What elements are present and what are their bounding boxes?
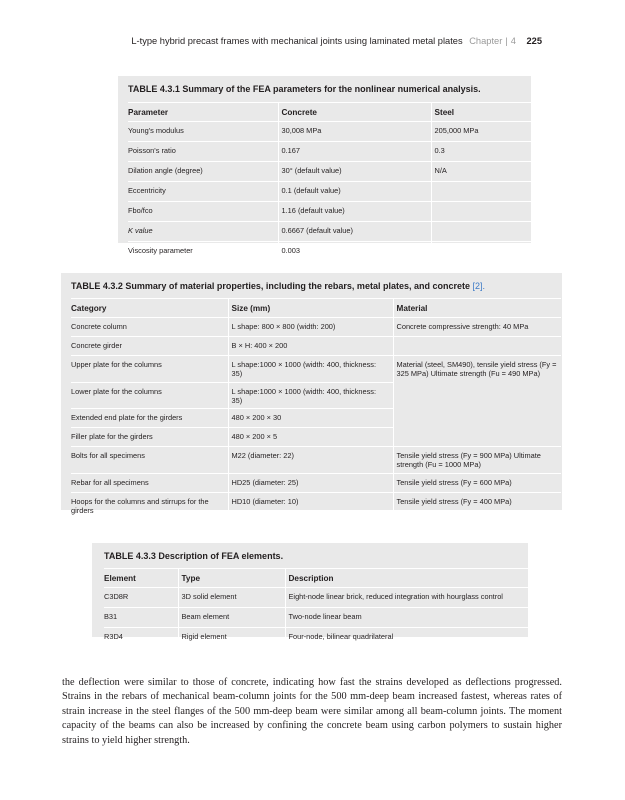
table-row (128, 122, 532, 142)
table-cell: Filler plate for the girders (71, 428, 228, 447)
table-cell: 30,008 MPa (278, 122, 431, 142)
table-cell: Beam element (178, 608, 285, 628)
table-title: Summary of the FEA parameters for the nonlinear numerical analysis. (182, 84, 481, 94)
column-header: Size (mm) (228, 299, 393, 318)
table-material-properties (61, 273, 562, 515)
table-cell: 480 × 200 × 30 (228, 409, 393, 428)
table-title: Description of FEA elements. (158, 551, 284, 561)
table-cell: Four-node, bilinear quadrilateral (285, 628, 528, 648)
table-cell: Two-node linear beam (285, 608, 528, 628)
table-cell: 0.167 (278, 142, 431, 162)
table-title: Summary of material properties, including the rebars, metal plates, and concrete (125, 281, 470, 291)
table-cell: L shape:1000 × 1000 (width: 400, thickness: 35) (228, 382, 393, 409)
table-cell: L shape: 800 × 800 (width: 200) (228, 318, 393, 337)
column-header: Material (393, 299, 561, 318)
table-cell: Hoops for the columns and stirrups for the girders (71, 492, 228, 519)
table-row (71, 447, 561, 474)
table-cell: L shape:1000 × 1000 (width: 400, thickness: 35) (228, 356, 393, 383)
table-cell: Extended end plate for the girders (71, 409, 228, 428)
table-cell: Rigid element (178, 628, 285, 648)
table-number: TABLE 4.3.3 (104, 551, 156, 561)
table-cell: 205,000 MPa (431, 122, 532, 142)
table-cell: Bolts for all specimens (71, 447, 228, 474)
column-header: Description (285, 569, 528, 588)
table-cell: 1.16 (default value) (278, 202, 431, 222)
table-caption (104, 551, 528, 561)
table-header-row (71, 299, 561, 318)
table-cell: C3D8R (104, 588, 178, 608)
table-row (71, 318, 561, 337)
header-chapter-number: 4 (510, 36, 516, 46)
table-cell: Lower plate for the columns (71, 382, 228, 409)
table-row (128, 182, 532, 202)
table-cell: Poisson's ratio (128, 142, 278, 162)
table-cell (431, 202, 532, 222)
table-cell: 0.3 (431, 142, 532, 162)
table-cell: N/A (431, 162, 532, 182)
table-cell: Viscosity parameter (128, 242, 278, 262)
table-cell: Concrete girder (71, 337, 228, 356)
table-cell: Upper plate for the columns (71, 356, 228, 383)
table-row (104, 628, 528, 648)
table-cell: Eight-node linear brick, reduced integration with hourglass control (285, 588, 528, 608)
table-grid (104, 568, 528, 648)
table-row (128, 162, 532, 182)
header-chapter-label: Chapter (469, 36, 503, 46)
table-cell: HD10 (diameter: 10) (228, 492, 393, 519)
table-cell: Eccentricity (128, 182, 278, 202)
table-cell: 30° (default value) (278, 162, 431, 182)
table-cell (393, 337, 561, 356)
table-cell: M22 (diameter: 22) (228, 447, 393, 474)
header-separator: | (505, 36, 508, 46)
column-header: Steel (431, 103, 532, 122)
table-cell: 0.6667 (default value) (278, 222, 431, 242)
table-row (104, 588, 528, 608)
running-header (131, 36, 542, 46)
table-cell: 0.003 (278, 242, 431, 262)
table-cell: Dilation angle (degree) (128, 162, 278, 182)
table-grid (128, 102, 532, 262)
table-cell: R3D4 (104, 628, 178, 648)
header-title: L-type hybrid precast frames with mechanical joints using laminated metal plates (131, 36, 463, 46)
table-row (71, 356, 561, 383)
column-header: Parameter (128, 103, 278, 122)
table-cell: B31 (104, 608, 178, 628)
table-cell: K value (128, 222, 278, 242)
column-header: Category (71, 299, 228, 318)
table-cell: Fbo/fco (128, 202, 278, 222)
table-number: TABLE 4.3.2 (71, 281, 123, 291)
table-cell: Tensile yield stress (Fy = 600 MPa) (393, 473, 561, 492)
table-cell: Tensile yield stress (Fy = 900 MPa) Ultimate strength (Fu = 1000 MPa) (393, 447, 561, 474)
table-cell: Young's modulus (128, 122, 278, 142)
table-header-row (128, 103, 532, 122)
table-grid (71, 298, 561, 519)
body-paragraph: the deflection were similar to those of concrete, indicating how fast the strains developed as deflections progressed. Strains in the rebars of mechanical beam-column joints for the 500 mm-deep beam increased fastest, whereas rates of strain increase in the steel flanges of the 500 mm-deep beam were similar among all beam-column joints. The moment capacity of the beams can also be increased by confining the concrete beam using carbon polymers to sustain higher strains to yield higher strength. (62, 677, 562, 746)
table-header-row (104, 569, 528, 588)
table-cell: Tensile yield stress (Fy = 400 MPa) (393, 492, 561, 519)
table-fea-elements (92, 543, 528, 641)
table-cell: Concrete column (71, 318, 228, 337)
table-row (128, 222, 532, 242)
table-cell: 3D solid element (178, 588, 285, 608)
table-cell: HD25 (diameter: 25) (228, 473, 393, 492)
table-row (128, 242, 532, 262)
table-row (104, 608, 528, 628)
table-cell: Rebar for all specimens (71, 473, 228, 492)
table-cell: Concrete compressive strength: 40 MPa (393, 318, 561, 337)
table-row (128, 202, 532, 222)
table-cell: B × H: 400 × 200 (228, 337, 393, 356)
column-header: Element (104, 569, 178, 588)
table-row (71, 473, 561, 492)
table-cell (431, 222, 532, 242)
table-cell (431, 182, 532, 202)
table-caption (71, 281, 562, 291)
table-cell (431, 242, 532, 262)
column-header: Type (178, 569, 285, 588)
table-row (71, 337, 561, 356)
table-number: TABLE 4.3.1 (128, 84, 180, 94)
table-row (128, 142, 532, 162)
column-header: Concrete (278, 103, 431, 122)
table-caption (128, 84, 531, 94)
table-cell: 480 × 200 × 5 (228, 428, 393, 447)
table-cell: Material (steel, SM490), tensile yield stress (Fy = 325 MPa) Ultimate strength (Fu = 490 MPa) (393, 356, 561, 447)
page-number: 225 (526, 36, 542, 46)
table-fea-parameters (118, 76, 531, 255)
table-row (71, 492, 561, 519)
table-cell: 0.1 (default value) (278, 182, 431, 202)
citation-link[interactable]: [2]. (472, 281, 486, 291)
